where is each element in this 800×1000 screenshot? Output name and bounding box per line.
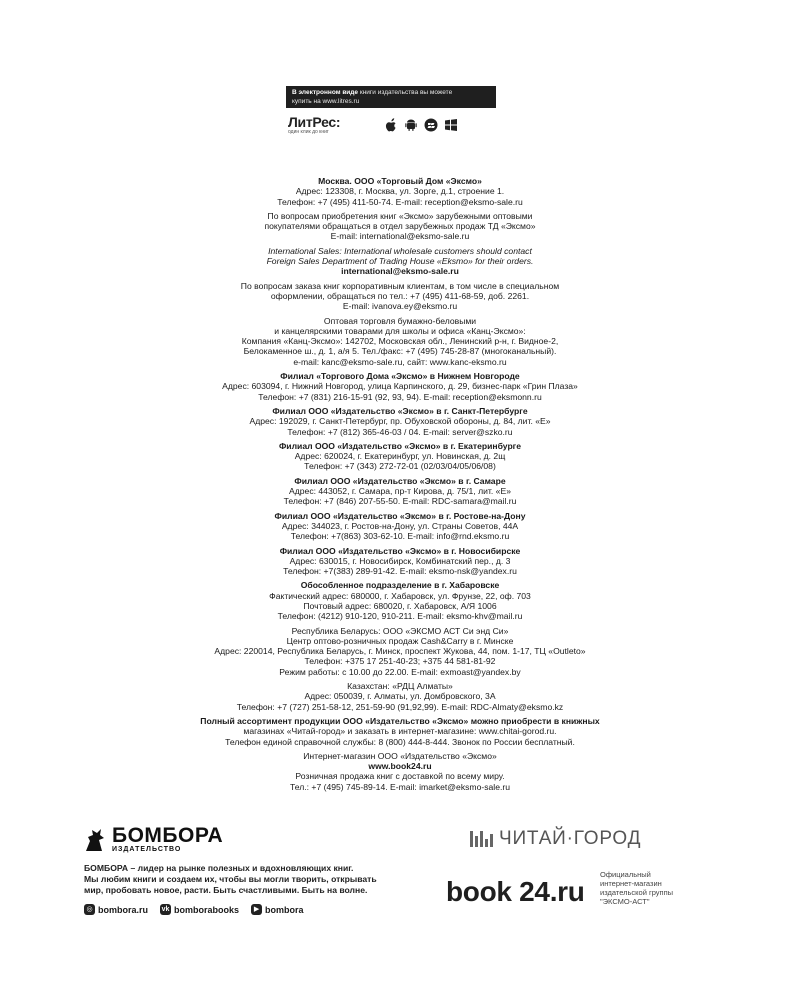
contact-line: Адрес: 620024, г. Екатеринбург, ул. Новинская, д. 2щ <box>294 451 506 462</box>
contact-line: Телефон единой справочной службы: 8 (800) 444-8-444. Звонок по России бесплатный. <box>225 736 575 747</box>
book24-note: Официальный интернет-магазин издательской группы "ЭКСМО-АСТ" <box>600 870 674 906</box>
contact-line: Адрес: 050039, г. Алматы, ул. Домбровского, 3А <box>304 691 496 702</box>
contact-block <box>0 281 800 312</box>
windows-icon <box>444 118 458 132</box>
contact-line: Телефон: +7 (812) 365-46-03 / 04. E-mail: server@szko.ru <box>287 426 513 437</box>
youtube-icon: ▶ <box>251 904 262 915</box>
ebook-banner <box>286 86 496 108</box>
contact-line: Режим работы: с 10.00 до 22.00. E-mail: exmoast@yandex.by <box>279 666 521 677</box>
contact-line: Телефон: (4212) 910-120, 910-211. E-mail: eksmo-khv@mail.ru <box>277 611 523 622</box>
contact-line: international@eksmo-sale.ru <box>341 266 459 277</box>
contact-line: покупателями обращаться в отдел зарубежных продаж ТД «Эксмо» <box>264 221 536 232</box>
contact-line: Филиал ООО «Издательство «Эксмо» в г. Санкт-Петербурге <box>272 405 528 416</box>
contact-line: Телефон: +7 (846) 207-55-50. E-mail: RDC-samara@mail.ru <box>283 496 517 507</box>
contact-line: Фактический адрес: 680000, г. Хабаровск, ул. Фрунзе, 22, оф. 703 <box>269 590 531 601</box>
litres-logo-text: ЛитРес: <box>288 114 341 130</box>
contact-line: магазинах «Читай-город» и заказать в интернет-магазине: www.chitai-gorod.ru. <box>243 726 557 737</box>
contact-block <box>0 751 800 792</box>
contact-line: Адрес: 344023, г. Ростов-на-Дону, ул. Страны Советов, 44А <box>281 520 519 531</box>
contact-block <box>0 316 800 367</box>
banner-line-2: купить на www.litres.ru <box>292 98 360 105</box>
contact-line: Адрес: 443052, г. Самара, пр-т Кирова, д. 75/1, лит. «Е» <box>289 486 511 497</box>
contact-block <box>0 371 800 402</box>
contact-line: оформлении, обращаться по тел.: +7 (495) 411-68-59, доб. 2261. <box>270 290 530 301</box>
contact-line: Телефон: +7 (831) 216-15-91 (92, 93, 94). E-mail: reception@eksmonn.ru <box>258 391 542 402</box>
contact-block <box>0 476 800 507</box>
contact-line: Адрес: 192029, г. Санкт-Петербург, пр. Обуховской обороны, д. 84, лит. «Е» <box>249 416 551 427</box>
bombora-logo[interactable] <box>84 826 434 853</box>
contact-line: Центр оптово-розничных продаж Cash&Carry в г. Минске <box>286 635 514 646</box>
litres-logo[interactable] <box>288 114 368 135</box>
contact-line: Телефон: +7(383) 289-91-42. E-mail: eksmo-nsk@yandex.ru <box>283 566 517 577</box>
bombora-desc-line: мир, пробовать новое, расти. Быть счастливыми. Быть на волне. <box>84 885 368 895</box>
contact-line: Компания «Канц-Эксмо»: 142702, Московская обл., Ленинский р-н, г. Видное-2, <box>241 336 559 347</box>
contact-line: Москва. ООО «Торговый Дом «Эксмо» <box>318 176 482 186</box>
contact-line: Телефон: +7 (727) 251-58-12, 251-59-90 (91,92,99). E-mail: RDC-Almaty@eksmo.kz <box>236 701 564 712</box>
chitai-gorod-mark-icon <box>470 831 493 847</box>
android-icon <box>404 118 418 132</box>
contact-block <box>0 546 800 577</box>
blackberry-icon <box>424 118 438 132</box>
contact-line: Интернет-магазин ООО «Издательство «Эксмо» <box>303 750 497 761</box>
bombora-name: БОМБОРА <box>112 824 224 847</box>
contact-line: Филиал ООО «Издательство «Эксмо» в г. Ростове-на-Дону <box>274 510 526 521</box>
contact-line: Телефон: +7(863) 303-62-10. E-mail: info@rnd.eksmo.ru <box>290 531 510 542</box>
contact-line: Казахстан: «РДЦ Алматы» <box>347 681 453 692</box>
contact-block <box>0 406 800 437</box>
contact-line: и канцелярскими товарами для школы и офиса «Канц-Эксмо»: <box>274 325 526 336</box>
instagram-icon: ◎ <box>84 904 95 915</box>
contact-block <box>0 716 800 747</box>
platform-icons <box>384 118 458 132</box>
contact-line: Адрес: 123308, г. Москва, ул. Зорге, д.1, строение 1. <box>295 186 505 197</box>
contact-line: Розничная продажа книг с доставкой по всему миру. <box>295 771 505 782</box>
chitai-gorod-label: ЧИТАЙ·ГОРОД <box>499 828 642 849</box>
contact-block <box>0 580 800 621</box>
contact-line: Белокаменное ш., д. 1, а/я 5. Тел./факс: +7 (495) 745-28-87 (многоканальный). <box>243 346 557 357</box>
contact-line: Телефон: +375 17 251-40-23; +375 44 581-81-92 <box>304 656 496 667</box>
bombora-section <box>84 826 434 915</box>
contact-line: Тел.: +7 (495) 745-89-14. E-mail: imarket@eksmo-sale.ru <box>289 781 511 792</box>
contact-line: Почтовый адрес: 680020, г. Хабаровск, А/Я 1006 <box>303 600 497 611</box>
contact-line: Телефон: +7 (495) 411-50-74. E-mail: reception@eksmo-sale.ru <box>277 196 523 207</box>
bombora-description <box>84 863 434 896</box>
contact-line: Полный ассортимент продукции ООО «Издательство «Эксмо» можно приобрести в книжных <box>200 715 600 726</box>
contact-line: Адрес: 630015, г. Новосибирск, Комбинатский пер., д. 3 <box>289 555 511 566</box>
contact-line: Телефон: +7 (343) 272-72-01 (02/03/04/05/06/08) <box>304 461 496 472</box>
contacts-section <box>0 176 800 796</box>
contact-line: Филиал ООО «Издательство «Эксмо» в г. Новосибирске <box>279 545 521 556</box>
contact-line: Адрес: 220014, Республика Беларусь, г. Минск, проспект Жукова, 44, пом. 1-17, ТЦ «Outleto» <box>214 646 586 657</box>
bombora-socials <box>84 904 434 915</box>
social-youtube[interactable]: ▶ bombora <box>251 904 304 915</box>
contact-block <box>0 441 800 472</box>
contact-block <box>0 211 800 242</box>
book24-logo[interactable]: book 24.ru <box>446 876 585 907</box>
social-vk[interactable]: vk bomborabooks <box>161 904 240 915</box>
social-instagram[interactable]: ◎ bombora.ru <box>84 904 148 915</box>
contact-line: Филиал «Торгового Дома «Эксмо» в Нижнем Новгороде <box>280 371 520 382</box>
contact-line: International Sales: International wholesale customers should contact <box>268 245 532 256</box>
contact-line: Обособленное подразделение в г. Хабаровске <box>300 580 500 591</box>
vk-icon: vk <box>161 906 170 913</box>
contact-line: e-mail: kanc@eksmo-sale.ru, сайт: www.kanc-eksmo.ru <box>293 356 507 367</box>
contact-block <box>0 176 800 207</box>
banner-line-1: В электронном виде книги издательства вы можете <box>292 89 453 96</box>
contact-line: Филиал ООО «Издательство «Эксмо» в г. Самаре <box>294 475 506 486</box>
contact-line: Филиал ООО «Издательство «Эксмо» в г. Екатеринбурге <box>278 440 522 451</box>
contact-line: Оптовая торговля бумажно-беловыми <box>323 315 477 326</box>
contact-block <box>0 511 800 542</box>
contact-line: По вопросам приобретения книг «Эксмо» зарубежными оптовыми <box>267 210 533 221</box>
contact-line: Республика Беларусь: ООО «ЭКСМО АСТ Си энд Си» <box>291 625 509 636</box>
bombora-desc-line: БОМБОРА – лидер на рынке полезных и вдохновляющих книг. <box>84 863 354 873</box>
bombora-subtitle: ИЗДАТЕЛЬСТВО <box>112 846 182 853</box>
bombora-desc-line: Мы любим книги и создаем их, чтобы вы могли творить, открывать <box>84 874 377 884</box>
contact-block <box>0 626 800 677</box>
contact-line: Адрес: 603094, г. Нижний Новгород, улица Карпинского, д. 29, бизнес-парк «Грин Плаза» <box>222 381 578 392</box>
contact-line: E-mail: international@eksmo-sale.ru <box>330 231 470 242</box>
contact-block <box>0 681 800 712</box>
apple-icon <box>384 118 398 132</box>
contact-line: Foreign Sales Department of Trading House «Eksmo» for their orders. <box>266 256 534 267</box>
contact-line: www.book24.ru <box>368 761 432 772</box>
contact-block <box>0 246 800 277</box>
contact-line: E-mail: ivanova.ey@eksmo.ru <box>342 301 458 312</box>
bombora-mascot-icon <box>84 827 106 853</box>
contact-line: По вопросам заказа книг корпоративным клиентам, в том числе в специальном <box>240 280 560 291</box>
chitai-gorod-logo[interactable] <box>470 828 641 850</box>
litres-tagline: один клик до книг <box>288 129 329 135</box>
